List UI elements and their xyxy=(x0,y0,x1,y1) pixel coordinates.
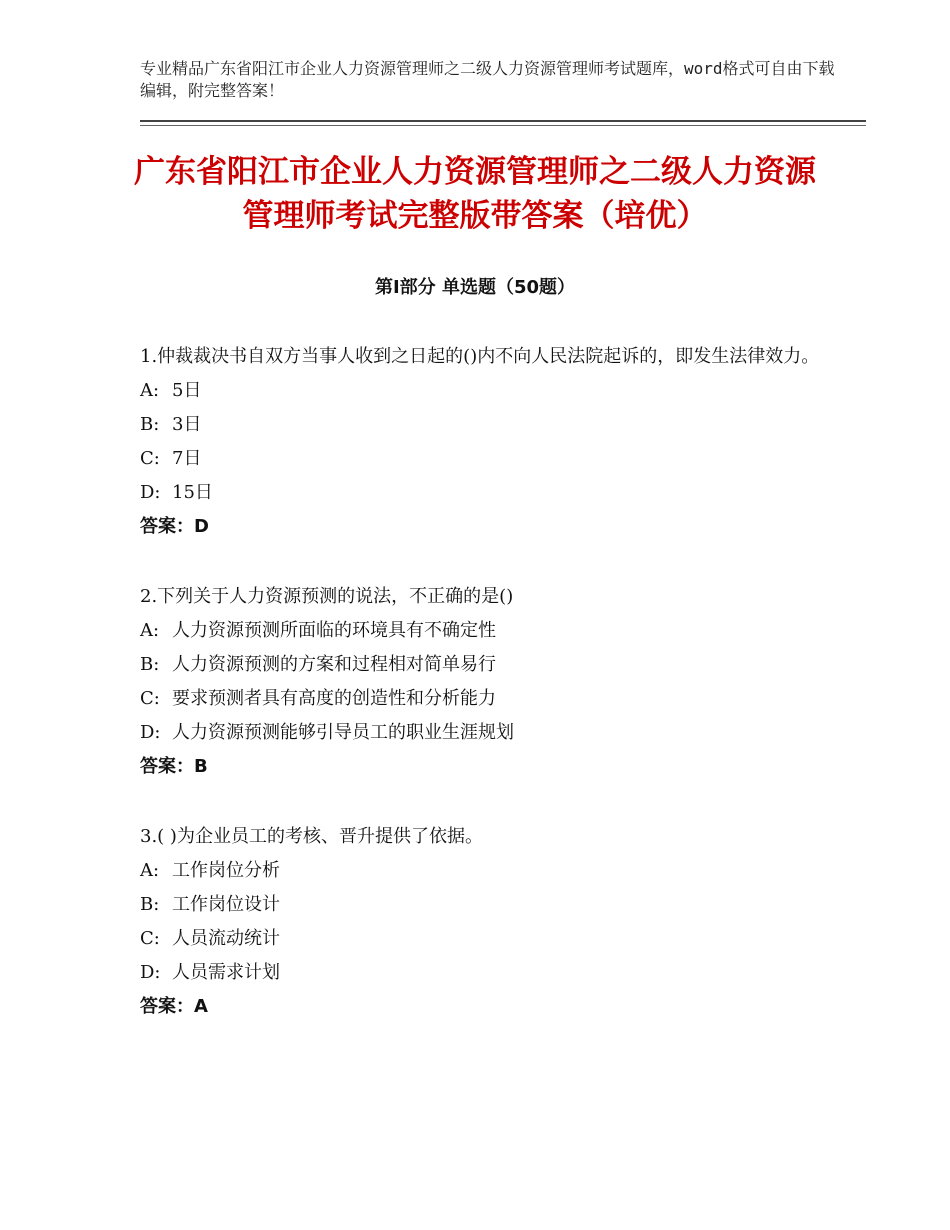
option-letter: C: xyxy=(140,688,160,709)
answer-line: 答案：A xyxy=(140,996,208,1017)
option-letter: B: xyxy=(140,414,160,435)
question-stem: 1.仲裁裁决书自双方当事人收到之日起的()内不向人民法院起诉的，即发生法律效力。 xyxy=(140,346,820,367)
question-3 xyxy=(140,820,820,1024)
header-rule-thick xyxy=(140,120,866,122)
option-a xyxy=(140,374,820,408)
option-letter: A: xyxy=(140,380,160,401)
option-c xyxy=(140,682,820,716)
header-note: 专业精品广东省阳江市企业人力资源管理师之二级人力资源管理师考试题库，word格式可自由下载编辑，附完整答案！ xyxy=(140,59,835,100)
section-title: 第Ⅰ部分 单选题（50题） xyxy=(374,277,575,298)
option-text: 7日 xyxy=(172,448,202,469)
option-letter: A: xyxy=(140,620,160,641)
question-stem: 2.下列关于人力资源预测的说法，不正确的是() xyxy=(140,586,514,607)
option-letter: A: xyxy=(140,860,160,881)
option-letter: D: xyxy=(140,962,161,983)
option-text: 3日 xyxy=(172,414,202,435)
option-c xyxy=(140,442,820,476)
option-letter: C: xyxy=(140,448,160,469)
option-text: 工作岗位设计 xyxy=(172,894,280,915)
option-text: 人力资源预测的方案和过程相对简单易行 xyxy=(172,654,496,675)
question-2 xyxy=(140,580,820,784)
option-text: 人力资源预测能够引导员工的职业生涯规划 xyxy=(172,722,514,743)
header-rule-thin xyxy=(140,125,866,126)
option-text: 15日 xyxy=(172,482,213,503)
option-letter: D: xyxy=(140,482,161,503)
option-text: 工作岗位分析 xyxy=(172,860,280,881)
option-text: 人员需求计划 xyxy=(172,962,280,983)
option-text: 人员流动统计 xyxy=(172,928,280,949)
option-text: 人力资源预测所面临的环境具有不确定性 xyxy=(172,620,496,641)
option-a xyxy=(140,854,820,888)
option-b xyxy=(140,648,820,682)
option-c xyxy=(140,922,820,956)
option-a xyxy=(140,614,820,648)
option-text: 要求预测者具有高度的创造性和分析能力 xyxy=(172,688,496,709)
option-b xyxy=(140,408,820,442)
question-1 xyxy=(140,340,820,544)
option-letter: B: xyxy=(140,894,160,915)
document-title: 广东省阳江市企业人力资源管理师之二级人力资源管理师考试完整版带答案（培优） xyxy=(134,154,816,234)
answer-line: 答案：D xyxy=(140,516,209,537)
question-stem: 3.( )为企业员工的考核、晋升提供了依据。 xyxy=(140,826,483,847)
option-letter: C: xyxy=(140,928,160,949)
option-b xyxy=(140,888,820,922)
option-letter: D: xyxy=(140,722,161,743)
option-d xyxy=(140,716,820,750)
option-d xyxy=(140,476,820,510)
option-text: 5日 xyxy=(172,380,202,401)
question-list xyxy=(140,340,820,1060)
option-d xyxy=(140,956,820,990)
answer-line: 答案：B xyxy=(140,756,208,777)
option-letter: B: xyxy=(140,654,160,675)
